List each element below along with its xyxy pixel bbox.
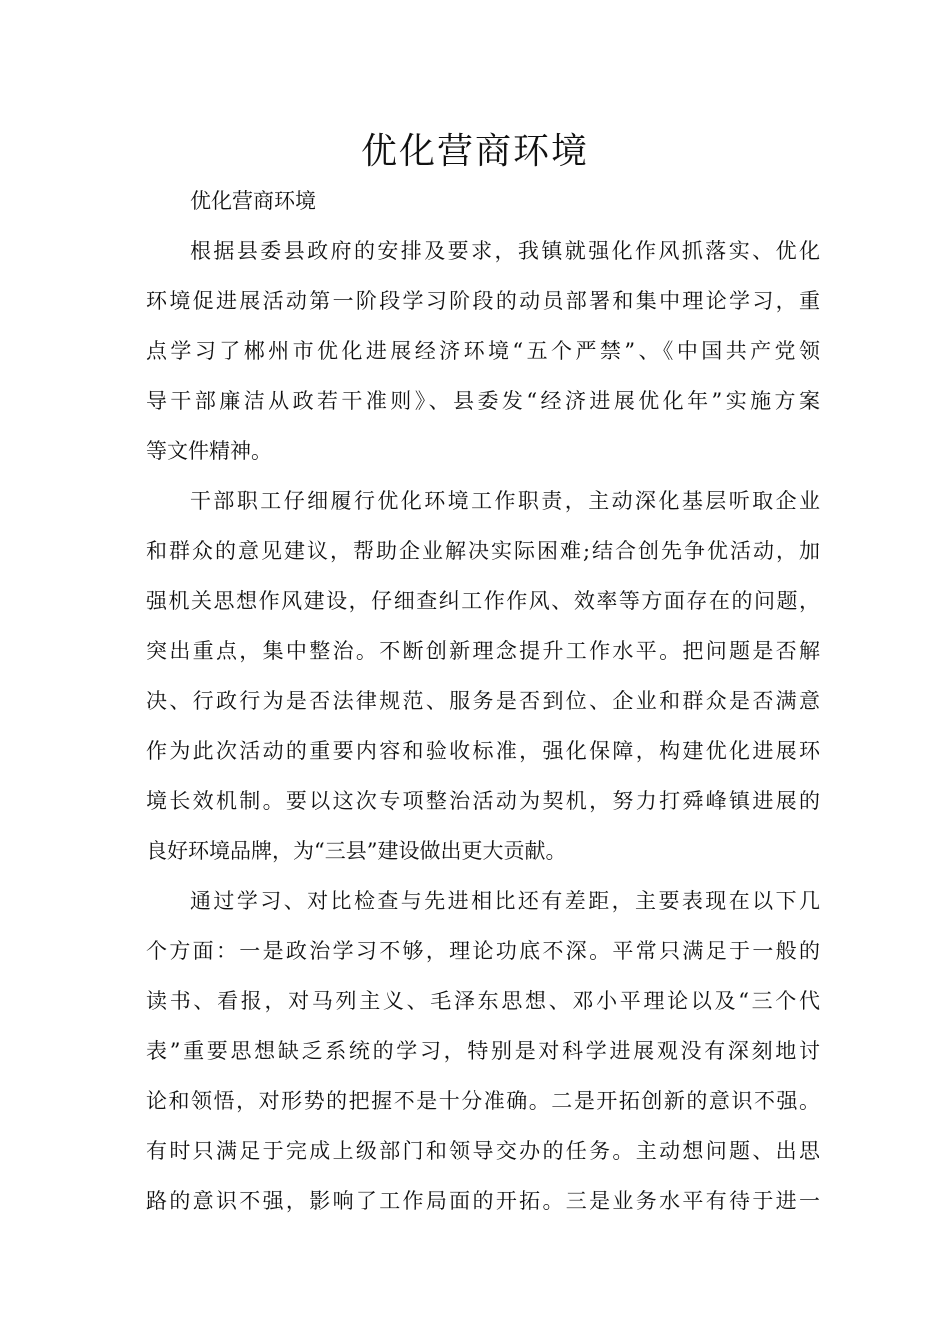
body-line: 良好环境品牌，为“三县”建设做出更大贡献。 xyxy=(146,839,567,863)
body-line: 读书、看报，对马列主义、毛泽东思想、邓小平理论以及“三个代 xyxy=(146,989,820,1013)
body-line: 论和领悟，对形势的把握不是十分准确。二是开拓创新的意识不强。 xyxy=(146,1089,820,1113)
body-line: 表”重要思想缺乏系统的学习，特别是对科学进展观没有深刻地讨 xyxy=(146,1039,820,1063)
body-line: 等文件精神。 xyxy=(146,439,272,463)
body-line: 优化营商环境 xyxy=(190,189,316,213)
body-line: 和群众的意见建议，帮助企业解决实际困难;结合创先争优活动，加 xyxy=(146,539,820,563)
body-line: 根据县委县政府的安排及要求，我镇就强化作风抓落实、优化 xyxy=(190,239,820,263)
body-line: 决、行政行为是否法律规范、服务是否到位、企业和群众是否满意 xyxy=(146,689,820,713)
body-line: 环境促进展活动第一阶段学习阶段的动员部署和集中理论学习，重 xyxy=(146,289,820,313)
document-body xyxy=(146,176,820,1226)
body-line: 个方面：一是政治学习不够，理论功底不深。平常只满足于一般的 xyxy=(146,939,820,963)
body-line: 境长效机制。要以这次专项整治活动为契机，努力打舜峰镇进展的 xyxy=(146,789,820,813)
body-line: 强机关思想作风建设，仔细查纠工作作风、效率等方面存在的问题， xyxy=(146,589,820,613)
body-line: 作为此次活动的重要内容和验收标准，强化保障，构建优化进展环 xyxy=(146,739,820,763)
body-line: 路的意识不强，影响了工作局面的开拓。三是业务水平有待于进一 xyxy=(146,1189,820,1213)
body-line: 通过学习、对比检查与先进相比还有差距，主要表现在以下几 xyxy=(190,889,820,913)
body-line: 点学习了郴州市优化进展经济环境“五个严禁”、《中国共产党领 xyxy=(146,339,820,363)
body-line: 有时只满足于完成上级部门和领导交办的任务。主动想问题、出思 xyxy=(146,1139,820,1163)
document-title: 优化营商环境 xyxy=(360,131,589,172)
body-line: 干部职工仔细履行优化环境工作职责，主动深化基层听取企业 xyxy=(190,489,820,513)
body-line: 突出重点，集中整治。不断创新理念提升工作水平。把问题是否解 xyxy=(146,639,820,663)
body-line: 导干部廉洁从政若干准则》、县委发“经济进展优化年”实施方案 xyxy=(146,389,820,413)
